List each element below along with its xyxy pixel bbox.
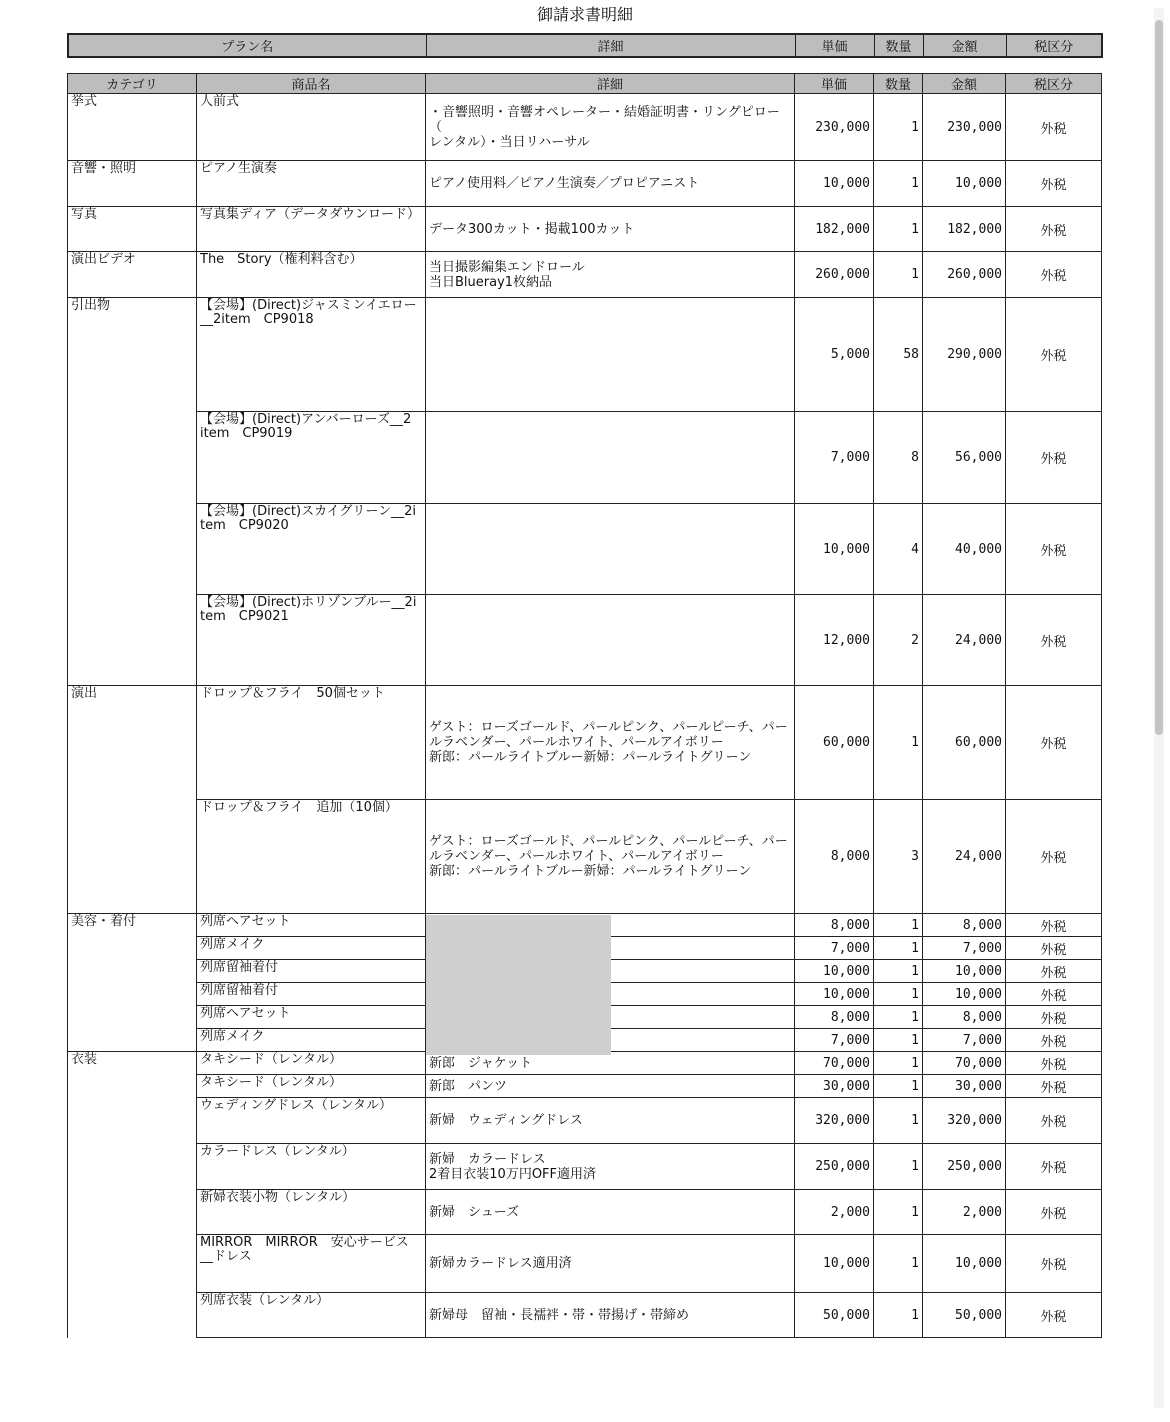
category-cell: 美容・着付 [68,914,197,1052]
detail-table [67,73,1102,1338]
table-row [68,298,1102,412]
tax-type-cell: 外税 [1006,207,1102,252]
plan-header-table [67,33,1103,58]
amount-cell: 260,000 [923,252,1006,298]
table-row [68,252,1102,298]
detail-cell: 新婦母 留袖・長襦袢・帯・帯揚げ・帯締め [426,1293,795,1338]
tax-type-cell: 外税 [1006,983,1102,1006]
unit-price-cell: 5,000 [795,298,874,412]
product-name-cell: ウェディングドレス（レンタル） [197,1098,426,1144]
detail-cell: 当日撮影編集エンドロール 当日Blueray1枚納品 [426,252,795,298]
quantity-cell: 1 [874,914,923,937]
tax-type-cell: 外税 [1006,1052,1102,1075]
column-header-category: カテゴリ [68,74,197,94]
column-header-name: 商品名 [197,74,426,94]
page-title: 御請求書明細 [536,5,633,24]
table-row [68,161,1102,207]
amount-cell: 10,000 [923,1235,1006,1293]
column-header-tax: 税区分 [1006,74,1102,94]
table-row [68,800,1102,914]
amount-cell: 320,000 [923,1098,1006,1144]
quantity-cell: 58 [874,298,923,412]
detail-cell [426,298,795,412]
quantity-cell: 2 [874,595,923,686]
table-row [68,595,1102,686]
tax-type-cell: 外税 [1006,686,1102,800]
column-header-amount: 金額 [923,74,1006,94]
table-row [68,1235,1102,1293]
product-name-cell: 【会場】(Direct)ジャスミンイエロー __2item CP9018 [197,298,426,412]
quantity-cell: 1 [874,207,923,252]
detail-cell [426,412,795,504]
unit-price-cell: 8,000 [795,914,874,937]
tax-type-cell: 外税 [1006,298,1102,412]
table-row [68,686,1102,800]
amount-cell: 250,000 [923,1144,1006,1190]
tax-type-cell: 外税 [1006,595,1102,686]
column-header-detail: 詳細 [426,74,795,94]
table-row [68,1293,1102,1338]
plan-header-cell: 数量 [874,34,923,57]
table-header-row [68,74,1102,94]
amount-cell: 2,000 [923,1190,1006,1235]
quantity-cell: 1 [874,161,923,207]
amount-cell: 60,000 [923,686,1006,800]
quantity-cell: 1 [874,1052,923,1075]
amount-cell: 10,000 [923,960,1006,983]
product-name-cell: 【会場】(Direct)スカイグリーン__2i tem CP9020 [197,504,426,595]
tax-type-cell: 外税 [1006,1098,1102,1144]
tax-type-cell: 外税 [1006,960,1102,983]
amount-cell: 50,000 [923,1293,1006,1338]
product-name-cell: タキシード（レンタル） [197,1052,426,1075]
tax-type-cell: 外税 [1006,1029,1102,1052]
detail-cell: ゲスト：ローズゴールド、パールピンク、パールピーチ、パー ルラベンダー、パールホワイト、パールアイボリー 新郎：パールライトブルー新婦：パールライトグリーン [426,800,795,914]
plan-header-cell: 単価 [795,34,874,57]
redaction-block [426,915,611,1055]
unit-price-cell: 10,000 [795,1235,874,1293]
detail-cell: 新婦 ウェディングドレス [426,1098,795,1144]
detail-cell [426,504,795,595]
quantity-cell: 1 [874,937,923,960]
unit-price-cell: 10,000 [795,960,874,983]
table-row [68,94,1102,161]
unit-price-cell: 30,000 [795,1075,874,1098]
detail-cell: 新婦 シューズ [426,1190,795,1235]
tax-type-cell: 外税 [1006,800,1102,914]
unit-price-cell: 2,000 [795,1190,874,1235]
amount-cell: 290,000 [923,298,1006,412]
plan-header-row [68,34,1102,57]
product-name-cell: ドロップ＆フライ 50個セット [197,686,426,800]
category-cell: 演出 [68,686,197,914]
tax-type-cell: 外税 [1006,1190,1102,1235]
product-name-cell: 列席ヘアセット [197,1006,426,1029]
product-name-cell: The Story（権利料含む） [197,252,426,298]
amount-cell: 70,000 [923,1052,1006,1075]
amount-cell: 8,000 [923,914,1006,937]
product-name-cell: 列席メイク [197,1029,426,1052]
plan-header-cell: 詳細 [426,34,795,57]
quantity-cell: 1 [874,983,923,1006]
tax-type-cell: 外税 [1006,937,1102,960]
category-cell: 挙式 [68,94,197,161]
category-cell: 衣装 [68,1052,197,1338]
detail-cell: 新郎 パンツ [426,1075,795,1098]
table-row [68,1098,1102,1144]
unit-price-cell: 182,000 [795,207,874,252]
amount-cell: 182,000 [923,207,1006,252]
product-name-cell: 人前式 [197,94,426,161]
product-name-cell: 【会場】(Direct)ホリゾンブルー__2i tem CP9021 [197,595,426,686]
tax-type-cell: 外税 [1006,412,1102,504]
quantity-cell: 1 [874,1098,923,1144]
product-name-cell: 【会場】(Direct)アンバーローズ__2 item CP9019 [197,412,426,504]
table-row [68,1144,1102,1190]
table-row [68,1075,1102,1098]
unit-price-cell: 10,000 [795,161,874,207]
category-cell: 写真 [68,207,197,252]
unit-price-cell: 8,000 [795,1006,874,1029]
tax-type-cell: 外税 [1006,504,1102,595]
quantity-cell: 1 [874,686,923,800]
amount-cell: 230,000 [923,94,1006,161]
table-row [68,504,1102,595]
unit-price-cell: 7,000 [795,412,874,504]
table-row [68,412,1102,504]
tax-type-cell: 外税 [1006,94,1102,161]
unit-price-cell: 7,000 [795,1029,874,1052]
category-cell: 音響・照明 [68,161,197,207]
column-header-qty: 数量 [874,74,923,94]
amount-cell: 8,000 [923,1006,1006,1029]
unit-price-cell: 50,000 [795,1293,874,1338]
detail-cell: ・音響照明・音響オペレーター・結婚証明書・リングピロー（ レンタル）・当日リハーサル [426,94,795,161]
scrollbar-thumb[interactable] [1155,20,1163,735]
amount-cell: 10,000 [923,983,1006,1006]
unit-price-cell: 8,000 [795,800,874,914]
quantity-cell: 4 [874,504,923,595]
product-name-cell: タキシード（レンタル） [197,1075,426,1098]
tax-type-cell: 外税 [1006,1144,1102,1190]
quantity-cell: 1 [874,1006,923,1029]
plan-header-cell: 税区分 [1006,34,1102,57]
unit-price-cell: 7,000 [795,937,874,960]
product-name-cell: 列席留袖着付 [197,960,426,983]
product-name-cell: 列席衣装（レンタル） [197,1293,426,1338]
detail-cell: データ300カット・掲載100カット [426,207,795,252]
quantity-cell: 1 [874,252,923,298]
quantity-cell: 3 [874,800,923,914]
unit-price-cell: 60,000 [795,686,874,800]
product-name-cell: 列席メイク [197,937,426,960]
amount-cell: 24,000 [923,800,1006,914]
tax-type-cell: 外税 [1006,1075,1102,1098]
plan-header-cell: プラン名 [68,34,426,57]
table-row [68,1190,1102,1235]
tax-type-cell: 外税 [1006,1235,1102,1293]
category-cell: 引出物 [68,298,197,686]
category-cell: 演出ビデオ [68,252,197,298]
tax-type-cell: 外税 [1006,914,1102,937]
detail-cell [426,595,795,686]
amount-cell: 56,000 [923,412,1006,504]
tax-type-cell: 外税 [1006,1293,1102,1338]
detail-cell: ゲスト：ローズゴールド、パールピンク、パールピーチ、パー ルラベンダー、パールホワイト、パールアイボリー 新郎：パールライトブルー新婦：パールライトグリーン [426,686,795,800]
amount-cell: 7,000 [923,937,1006,960]
unit-price-cell: 260,000 [795,252,874,298]
amount-cell: 10,000 [923,161,1006,207]
detail-cell: ピアノ使用料／ピアノ生演奏／プロピアニスト [426,161,795,207]
quantity-cell: 8 [874,412,923,504]
tax-type-cell: 外税 [1006,161,1102,207]
amount-cell: 30,000 [923,1075,1006,1098]
quantity-cell: 1 [874,1293,923,1338]
detail-cell: 新郎 ジャケット [426,1052,795,1075]
column-header-price: 単価 [795,74,874,94]
product-name-cell: 列席ヘアセット [197,914,426,937]
detail-cell: 新婦カラードレス適用済 [426,1235,795,1293]
product-name-cell: MIRROR MIRROR 安心サービス __ドレス [197,1235,426,1293]
product-name-cell: カラードレス（レンタル） [197,1144,426,1190]
quantity-cell: 1 [874,1144,923,1190]
product-name-cell: 写真集ディア（データダウンロード） [197,207,426,252]
unit-price-cell: 10,000 [795,983,874,1006]
quantity-cell: 1 [874,1075,923,1098]
unit-price-cell: 320,000 [795,1098,874,1144]
quantity-cell: 1 [874,94,923,161]
amount-cell: 7,000 [923,1029,1006,1052]
quantity-cell: 1 [874,1235,923,1293]
product-name-cell: ドロップ＆フライ 追加（10個） [197,800,426,914]
unit-price-cell: 250,000 [795,1144,874,1190]
detail-cell: 新婦 カラードレス 2着目衣装10万円OFF適用済 [426,1144,795,1190]
unit-price-cell: 12,000 [795,595,874,686]
amount-cell: 40,000 [923,504,1006,595]
unit-price-cell: 230,000 [795,94,874,161]
tax-type-cell: 外税 [1006,252,1102,298]
table-body [68,94,1102,1338]
unit-price-cell: 10,000 [795,504,874,595]
plan-header-cell: 金額 [923,34,1006,57]
product-name-cell: ピアノ生演奏 [197,161,426,207]
quantity-cell: 1 [874,960,923,983]
quantity-cell: 1 [874,1190,923,1235]
unit-price-cell: 70,000 [795,1052,874,1075]
amount-cell: 24,000 [923,595,1006,686]
product-name-cell: 新婦衣装小物（レンタル） [197,1190,426,1235]
table-row [68,207,1102,252]
tax-type-cell: 外税 [1006,1006,1102,1029]
product-name-cell: 列席留袖着付 [197,983,426,1006]
quantity-cell: 1 [874,1029,923,1052]
